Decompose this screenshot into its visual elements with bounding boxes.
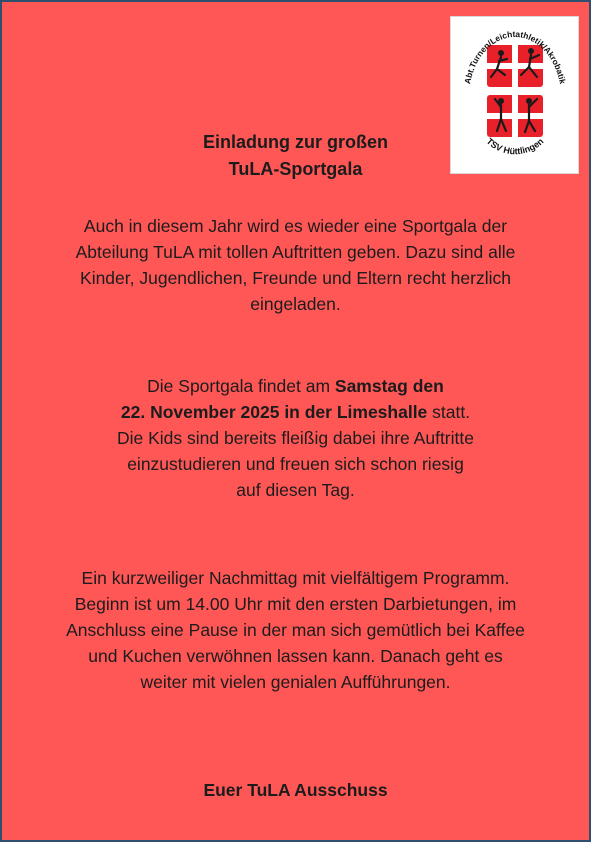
date-line-1 [2,373,589,399]
date-paragraph [2,373,589,503]
program-line-1: Ein kurzweiliger Nachmittag mit vielfältigem Programm. [81,568,510,588]
date-line-5: auf diesen Tag. [236,480,355,500]
program-line-5: weiter mit vielen genialen Aufführungen. [140,672,451,692]
date-line-3: Die Kids sind bereits fleißig dabei ihre Auftritte [117,428,474,448]
logo-arc-text-top: Abt.Turnen/Leichtathletik/Akrobatik [462,28,568,85]
intro-line-4: eingeladen. [250,294,341,314]
program-paragraph [2,565,589,695]
intro-line-2: Abteilung TuLA mit tollen Auftritten geben. Dazu sind alle [75,242,516,262]
logo-arc-text-bottom: TSV Hüttlingen [484,136,546,157]
date-day-bold: Samstag den [334,376,444,396]
intro-line-3: Kinder, Jugendlichen, Freunde und Eltern recht herzlich [80,268,511,288]
date-line-1-text: Die Sportgala findet am [147,376,335,396]
title-line-1: Einladung zur großen [203,132,388,152]
date-line-2-text: statt. [427,402,471,422]
invitation-title [2,129,589,183]
program-line-3: Anschluss eine Pause in der man sich gemütlich bei Kaffee [66,620,525,640]
intro-line-1: Auch in diesem Jahr wird es wieder eine Sportgala der [83,216,508,236]
date-line-4: einzustudieren und freuen sich schon riesig [127,454,464,474]
date-venue-bold: 22. November 2025 in der Limeshalle [120,402,428,422]
program-line-2: Beginn ist um 14.00 Uhr mit den ersten Darbietungen, im [74,594,517,614]
signature: Euer TuLA Ausschuss [203,780,388,800]
date-line-2 [2,399,589,425]
program-line-4: und Kuchen verwöhnen lassen kann. Danach geht es [88,646,503,666]
title-line-2: TuLA-Sportgala [228,159,363,179]
intro-paragraph [2,213,589,317]
